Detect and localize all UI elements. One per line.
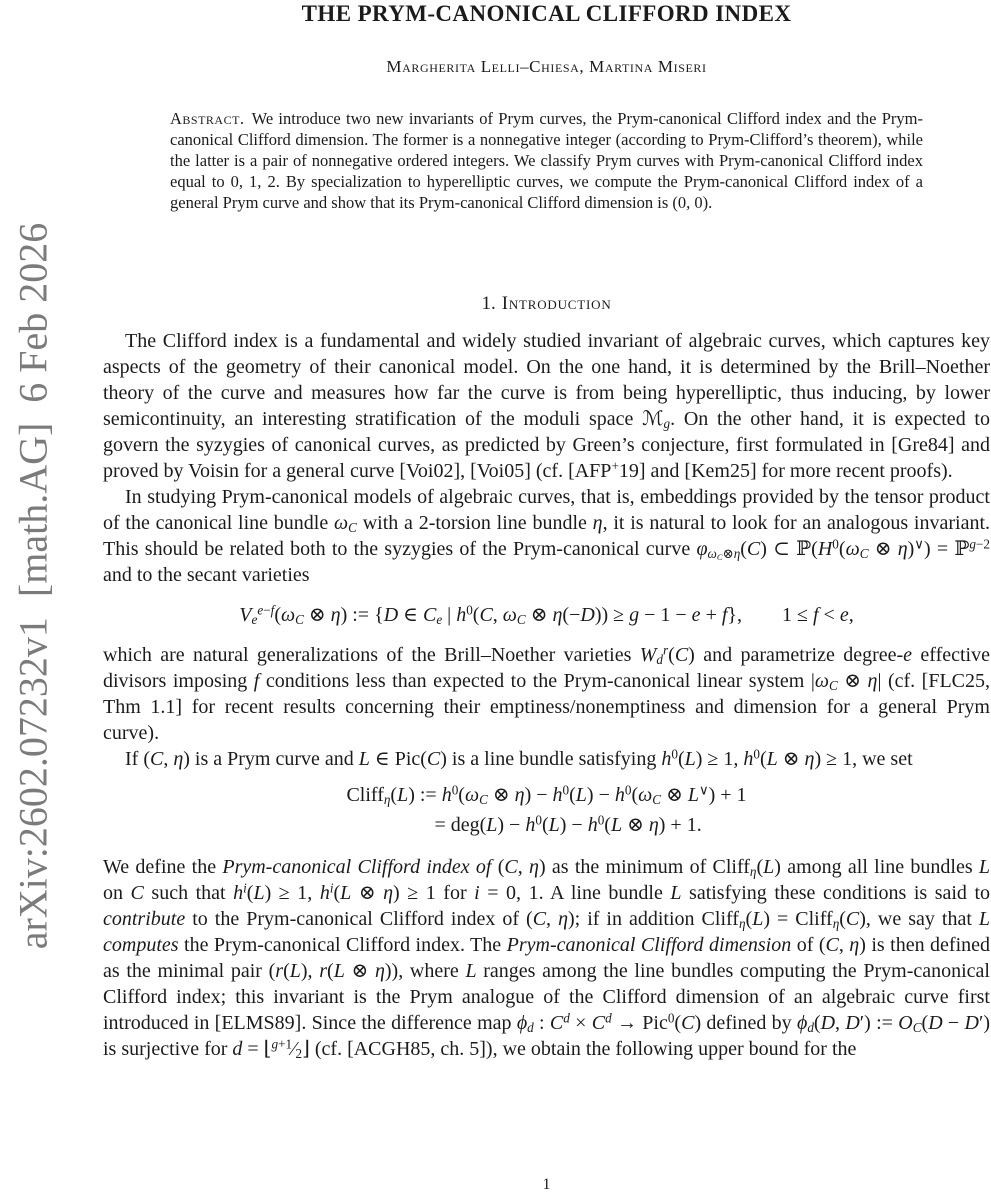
display-equation-cliff-definition [346,780,746,840]
equation-line-1: Cliff$_\eta$(L) := $h^0(\omega_C$ ⊗ $\eta) - h^0(L) - h^0(\omega_C$ ⊗ L∨) + 1 [346,782,747,807]
page-number: 1 [542,1176,551,1193]
arxiv-watermark: arXiv:2602.07232v1 [math.AG] 6 Feb 2026 [10,222,56,950]
paper-title: THE PRYM-CANONICAL CLIFFORD INDEX [301,1,792,26]
paragraph-prym-curve-setup: If (C, η) is a Prym curve and L ∈ Pic(C) is a line bundle satisfying $h^0(L) \ge 1$, $h^0(L$ ⊗ η) ≥ 1, we set [125,746,913,770]
abstract-text: We introduce two new invariants of Prym curves, the Prym-canonical Clifford index and the Prym-canonical Clifford dimension. The former is a nonnegative integer (according to Prym-Clifford’s theorem), while the latter is a pair of nonnegative ordered integers. We classify Prym curves with Prym-canonical Clifford index equal to 0, 1, 2. By specialization to hyperelliptic curves, we compute the Prym-canonical Clifford index of a general Prym curve and show that its Prym-canonical Clifford dimension is (0, 0). [170,109,923,212]
paper-authors: Margherita Lelli–Chiesa, Martina Miseri [386,57,707,76]
paragraph-clifford-index-intro: The Clifford index is a fundamental and widely studied invariant of algebraic curves, which captures key aspects of the geometry of their canonical model. On the one hand, it is determined by the Brill–Noether theory of the curve and measures how far the curve is from being hyperelliptic, thus inducing, by lower semicontinuity, an interesting stratification of the moduli space ℳ$_g$. On the other hand, it is expected to govern the syzygies of canonical curves, as predicted by Green’s conjecture, first formulated in [Gre84] and proved by Voisin for a general curve [Voi02], [Voi05] (cf. [AFP+19] and [Kem25] for more recent proofs). [103,330,990,482]
abstract [170,108,923,213]
display-equation-secant-varieties: $V_e^{e-f}(\omega_C$ ⊗ η) := {D ∈ $C_e$ | $h^0(C$, $\omega_C$ ⊗ η(−D)) ≥ g − 1 − e + f}, 1 ≤ f < e, [239,602,854,627]
section-title: Introduction [501,293,612,314]
paragraph-prym-canonical-models: In studying Prym-canonical models of algebraic curves, that is, embeddings provided by the tensor product of the canonical line bundle $\omega_C$ with a 2-torsion line bundle η, it is natural to look for an analogous invariant. This should be related both to the syzygies of the Prym-canonical curve $\varphi_{\omega_C\otimes\eta}(C)$ ⊂ $ℙ(H^0(\omega_C$ ⊗ η)∨) = ℙ$^{g-2}$ and to the secant varieties [103,486,991,586]
text-column [103,0,991,1193]
equation-line-2: = $deg(L) - h^0(L) - h^0(L$ ⊗ η) + 1. [434,812,702,836]
section-number: 1. [481,293,496,314]
paragraph-definitions-and-dimension: We define the Prym-canonical Clifford index of (C, η) as the minimum of Cliff$_\eta$(L) among all line bundles L on C such that $h^i(L) \ge 1$, $h^i(L$ ⊗ η) ≥ 1 for i = 0, 1. A line bundle L satisfying these conditions is said to contribute to the Prym-canonical Clifford index of (C, η); if in addition Cliff$_\eta$(L) = Cliff$_\eta$(C), we say that L computes the Prym-canonical Clifford index. The Prym-canonical Clifford dimension of (C, η) is then defined as the minimal pair (r(L), r(L ⊗ η)), where L ranges among the line bundles computing the Prym-canonical Clifford index; this invariant is the Prym analogue of the Clifford dimension of an algebraic curve first introduced in [ELMS89]. Since the difference map $\phi_d$ : $C^d \times C^d \to Pic^0(C)$ defined by $\phi_d(D$, D′) := $O_C(D - D')$ is surjective for $d = ⌊^{g+1}⁄_2⌋$ (cf. [ACGH85, ch. 5]), we obtain the following upper bound for the [103,856,991,1061]
abstract-label: Abstract. [170,109,245,128]
paragraph-brill-noether-generalization: which are natural generalizations of the Brill–Noether varieties $W_d^r(C)$ and parametrize degree-e effective divisors imposing f conditions less than expected to the Prym-canonical linear system $|\omega_C$ ⊗ η| (cf. [FLC25, Thm 1.1] for recent results concerning their emptiness/nonemptiness and dimension for a general Prym curve). [103,642,991,744]
section-heading [103,292,990,316]
